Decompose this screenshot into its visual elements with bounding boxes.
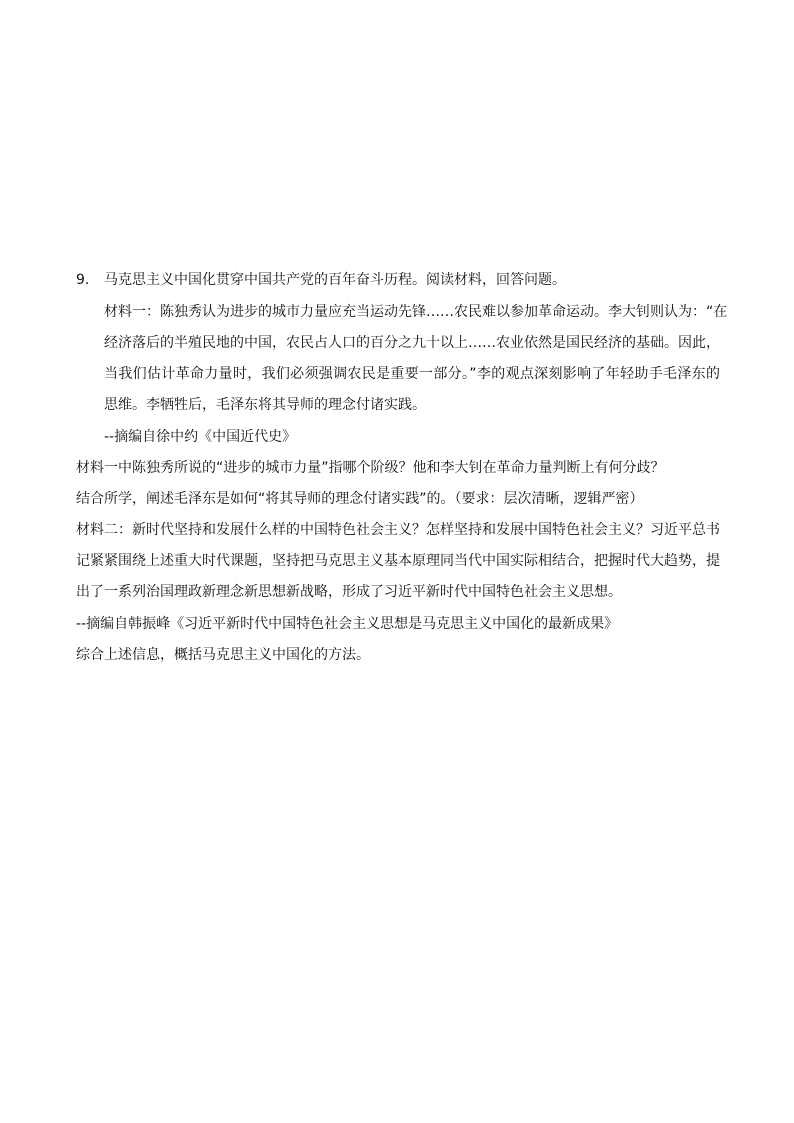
question-stem: 马克思主义中国化贯穿中国共产党的百年奋斗历程。阅读材料，回答问题。 [104, 272, 566, 288]
material1-line-2: 经济落后的半殖民地的中国，农民占人口的百分之九十以上……农业依然是国民经济的基础。因此， [104, 335, 720, 351]
material1-source: --摘编自徐中约《中国近代史》 [104, 429, 297, 445]
sub-question-2: 结合所学，阐述毛泽东是如何“将其导师的理念付诸实践”的。（要求：层次清晰，逻辑严密） [76, 491, 644, 507]
material1-line-1: 材料一：陈独秀认为进步的城市力量应充当运动先锋……农民难以参加革命运动。李大钊则认为：“在 [104, 304, 728, 320]
sub-question-1: 材料一中陈独秀所说的“进步的城市力量”指哪个阶级？他和李大钊在革命力量判断上有何分歧？ [76, 460, 665, 476]
sub-question-3: 综合上述信息，概括马克思主义中国化的方法。 [76, 647, 370, 663]
material2-line-2: 记紧紧围绕上述重大时代课题，坚持把马克思主义基本原理同当代中国实际相结合，把握时代大趋势，提 [76, 553, 720, 569]
material1-line-3: 当我们估计革命力量时，我们必须强调农民是重要一部分。”李的观点深刻影响了年轻助手毛泽东的 [104, 366, 720, 382]
material1-line-4: 思维。李牺牲后，毛泽东将其导师的理念付诸实践。 [104, 397, 426, 413]
material2-line-3: 出了一系列治国理政新理念新思想新战略，形成了习近平新时代中国特色社会主义思想。 [76, 584, 622, 600]
material2-line-1: 材料二：新时代坚持和发展什么样的中国特色社会主义？怎样坚持和发展中国特色社会主义？习近平总书 [76, 522, 720, 538]
question-number: 9. [76, 272, 90, 288]
material2-source: --摘编自韩振峰《习近平新时代中国特色社会主义思想是马克思主义中国化的最新成果》 [76, 616, 619, 632]
